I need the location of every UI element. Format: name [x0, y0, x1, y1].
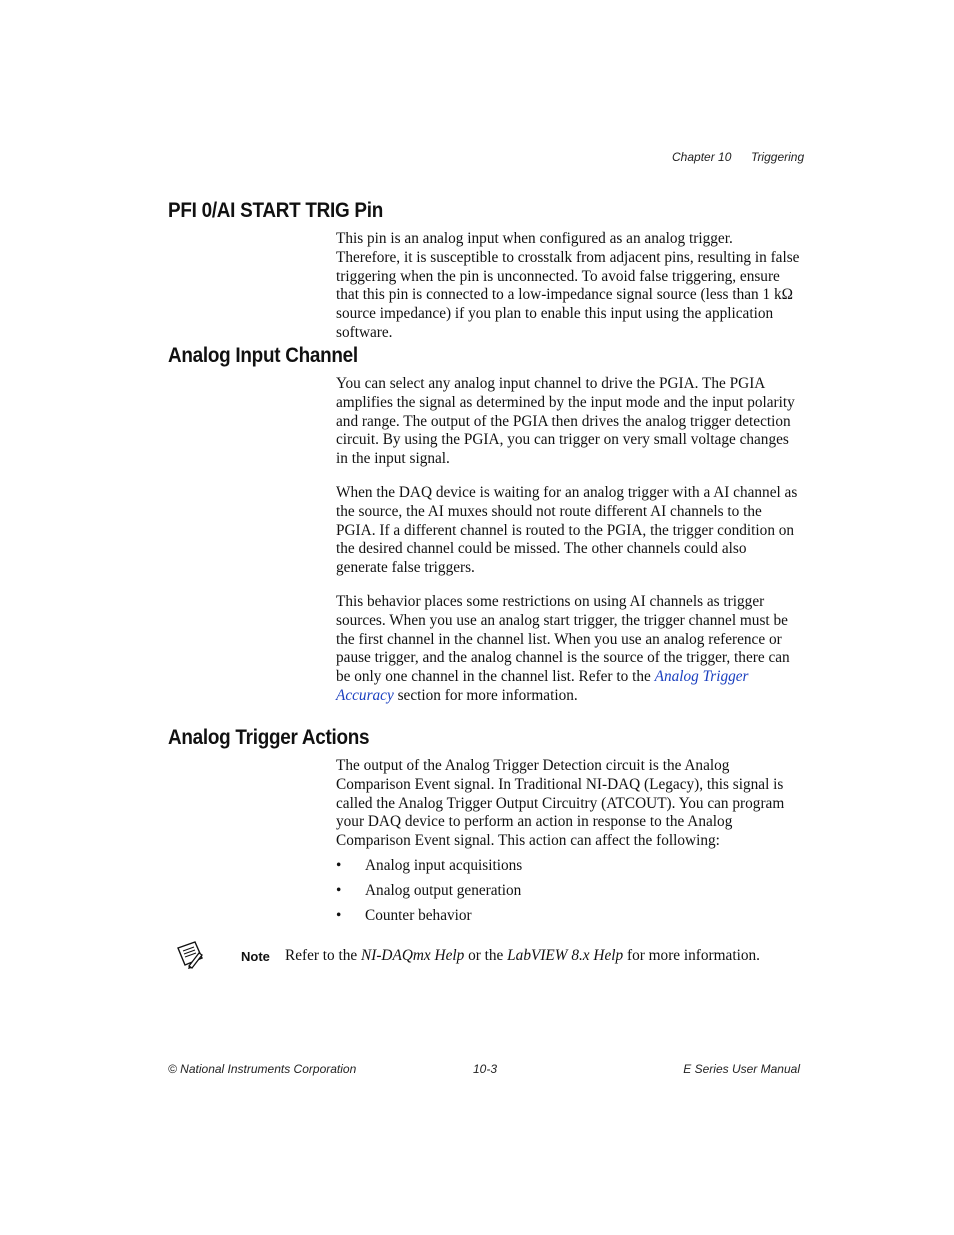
footer-copyright: © National Instruments Corporation: [168, 1062, 357, 1076]
section-body-analog-trigger-actions: [336, 757, 800, 932]
paragraph: You can select any analog input channel to drive the PGIA. The PGIA amplifies the signal as determined by the input mode and the input polarity and range. The output of the PGIA then drives the analog trigger detection circuit. By using the PGIA, you can trigger on very small voltage changes in the input signal.: [336, 375, 795, 468]
section-body-analog-input-channel: [336, 375, 800, 706]
section-body-pfi0: [336, 230, 800, 343]
note-label: Note: [241, 949, 270, 964]
section-heading-analog-input-channel: Analog Input Channel: [168, 344, 358, 367]
list-item-text: Analog input acquisitions: [365, 856, 523, 874]
list-item: [336, 882, 800, 907]
paragraph-text: This behavior places some restrictions on using AI channels as trigger sources. When you use an analog start trigger, the trigger channel must be the first channel in the channel list. When you use an analog reference or pause trigger, and the analog channel is the source of the trigger, there can be only one channel in the channel list. Refer to the: [336, 592, 790, 686]
paragraph-text: section for more information.: [393, 686, 578, 704]
bullet-marker: •: [336, 856, 342, 874]
analog-trigger-accuracy-link[interactable]: Analog Trigger Accuracy: [336, 668, 749, 704]
note-reference: LabVIEW 8.x Help: [507, 947, 624, 964]
paragraph: This pin is an analog input when configured as an analog trigger. Therefore, it is susceptible to crosstalk from adjacent pins, resulting in false triggering when the pin is unconnected. To avoid false triggering, ensure that this pin is connected to a low-impedance signal source (less than 1 kΩ source impedance) if you plan to enable this input using the application software.: [336, 230, 800, 341]
section-heading-analog-trigger-actions: Analog Trigger Actions: [168, 726, 370, 749]
bullet-marker: •: [336, 906, 342, 924]
note-reference: NI-DAQmx Help: [361, 947, 465, 964]
paragraph: When the DAQ device is waiting for an analog trigger with a AI channel as the source, the AI muxes should not route different AI channels to the PGIA. If a different channel is routed to the PGIA, the trigger condition on the desired channel could be missed. The other channels could also generate false triggers.: [336, 483, 798, 577]
bullet-list: [336, 857, 800, 932]
list-item: [336, 907, 800, 932]
note-text-part: Refer to the: [285, 947, 362, 964]
note-text-part: for more information.: [623, 947, 760, 964]
section-heading-pfi0: PFI 0/AI START TRIG Pin: [168, 199, 384, 222]
header-section: Triggering: [751, 150, 805, 164]
list-item-text: Analog output generation: [365, 881, 522, 899]
footer-page-number: 10-3: [473, 1062, 498, 1076]
note-text: [285, 947, 760, 965]
note-text-part: or the: [464, 947, 508, 964]
bullet-marker: •: [336, 881, 342, 899]
list-item-text: Counter behavior: [365, 906, 472, 924]
paragraph: [336, 593, 800, 706]
header-chapter: Chapter 10: [672, 150, 732, 164]
note-pencil-icon: [174, 939, 206, 971]
footer-manual-title: E Series User Manual: [683, 1062, 800, 1076]
paragraph: The output of the Analog Trigger Detection circuit is the Analog Comparison Event signal. In Traditional NI-DAQ (Legacy), this signal is called the Analog Trigger Output Circuitry (ATCOUT). You can program your DAQ device to perform an action in response to the Analog Comparison Event signal. This action can affect the following:: [336, 757, 785, 850]
list-item: [336, 857, 800, 882]
